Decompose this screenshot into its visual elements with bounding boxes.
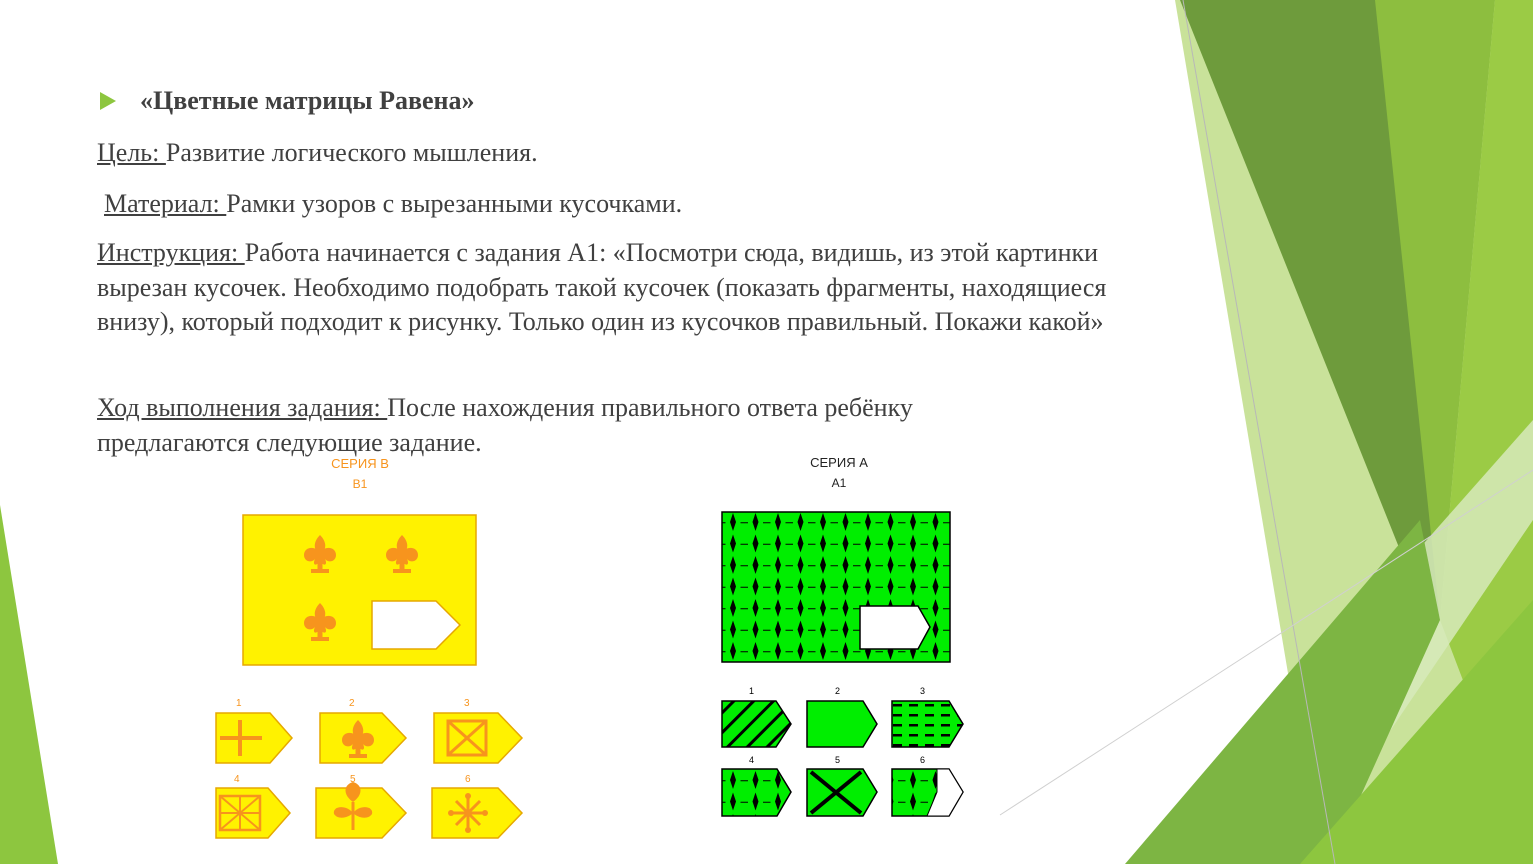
progress-text: После нахождения правильного ответа ребёнку предлагаются следующие задание.	[97, 393, 913, 457]
series-b-option-3[interactable]	[434, 713, 522, 763]
series-a-option-1[interactable]	[722, 701, 791, 747]
option-number: 4	[234, 774, 240, 785]
instruction-label: Инструкция:	[97, 238, 245, 267]
series-a-task: А1	[831, 476, 847, 490]
goal-text: Развитие логического мышления.	[165, 138, 538, 167]
slide-title: «Цветные матрицы Равена»	[140, 86, 475, 115]
series-b-option-4[interactable]	[216, 788, 290, 838]
option-number: 3	[464, 698, 470, 709]
material-paragraph	[104, 187, 1134, 222]
series-b-figure	[210, 500, 540, 850]
series-a-cutout	[860, 606, 930, 649]
series-a-option-6[interactable]	[892, 769, 963, 816]
series-a-label: СЕРИЯ А	[810, 455, 868, 470]
progress-label: Ход выполнения задания:	[97, 393, 388, 422]
series-a-option-5[interactable]	[807, 769, 877, 816]
option-number: 4	[749, 755, 755, 765]
option-number: 3	[920, 686, 926, 696]
series-b-option-2[interactable]	[320, 713, 406, 763]
series-a-option-4[interactable]	[722, 769, 791, 816]
option-number: 6	[920, 755, 926, 765]
option-number: 1	[236, 698, 242, 709]
instruction-text: Работа начинается с задания А1: «Посмотри сюда, видишь, из этой картинки вырезан кусочек. Необходимо подобрать такой кусочек (показать фрагменты, находящиеся внизу), который подходит к рисунку. Только один из кусочков правильный. Покажи какой»	[97, 238, 1107, 336]
series-a-option-3[interactable]	[892, 701, 963, 747]
series-a-option-2[interactable]	[807, 701, 877, 747]
series-b-option-6[interactable]	[432, 788, 522, 838]
title-row	[100, 86, 475, 116]
option-number: 5	[350, 774, 356, 785]
goal-paragraph	[97, 136, 1127, 171]
progress-paragraph	[97, 391, 1057, 460]
series-a-figure	[715, 500, 975, 825]
material-text: Рамки узоров с вырезанными кусочками.	[226, 189, 683, 218]
instruction-paragraph	[97, 236, 1127, 340]
series-b-option-5[interactable]	[316, 782, 406, 838]
series-b-label: СЕРИЯ В	[331, 456, 389, 471]
series-b-task: В1	[352, 477, 368, 491]
material-label: Материал:	[104, 189, 227, 218]
series-b-option-1[interactable]	[216, 713, 292, 763]
option-number: 5	[835, 755, 841, 765]
goal-label: Цель:	[97, 138, 166, 167]
bullet-arrow-icon	[100, 92, 116, 110]
option-number: 2	[349, 698, 355, 709]
option-number: 1	[749, 686, 755, 696]
option-number: 2	[835, 686, 841, 696]
option-number: 6	[465, 774, 471, 785]
